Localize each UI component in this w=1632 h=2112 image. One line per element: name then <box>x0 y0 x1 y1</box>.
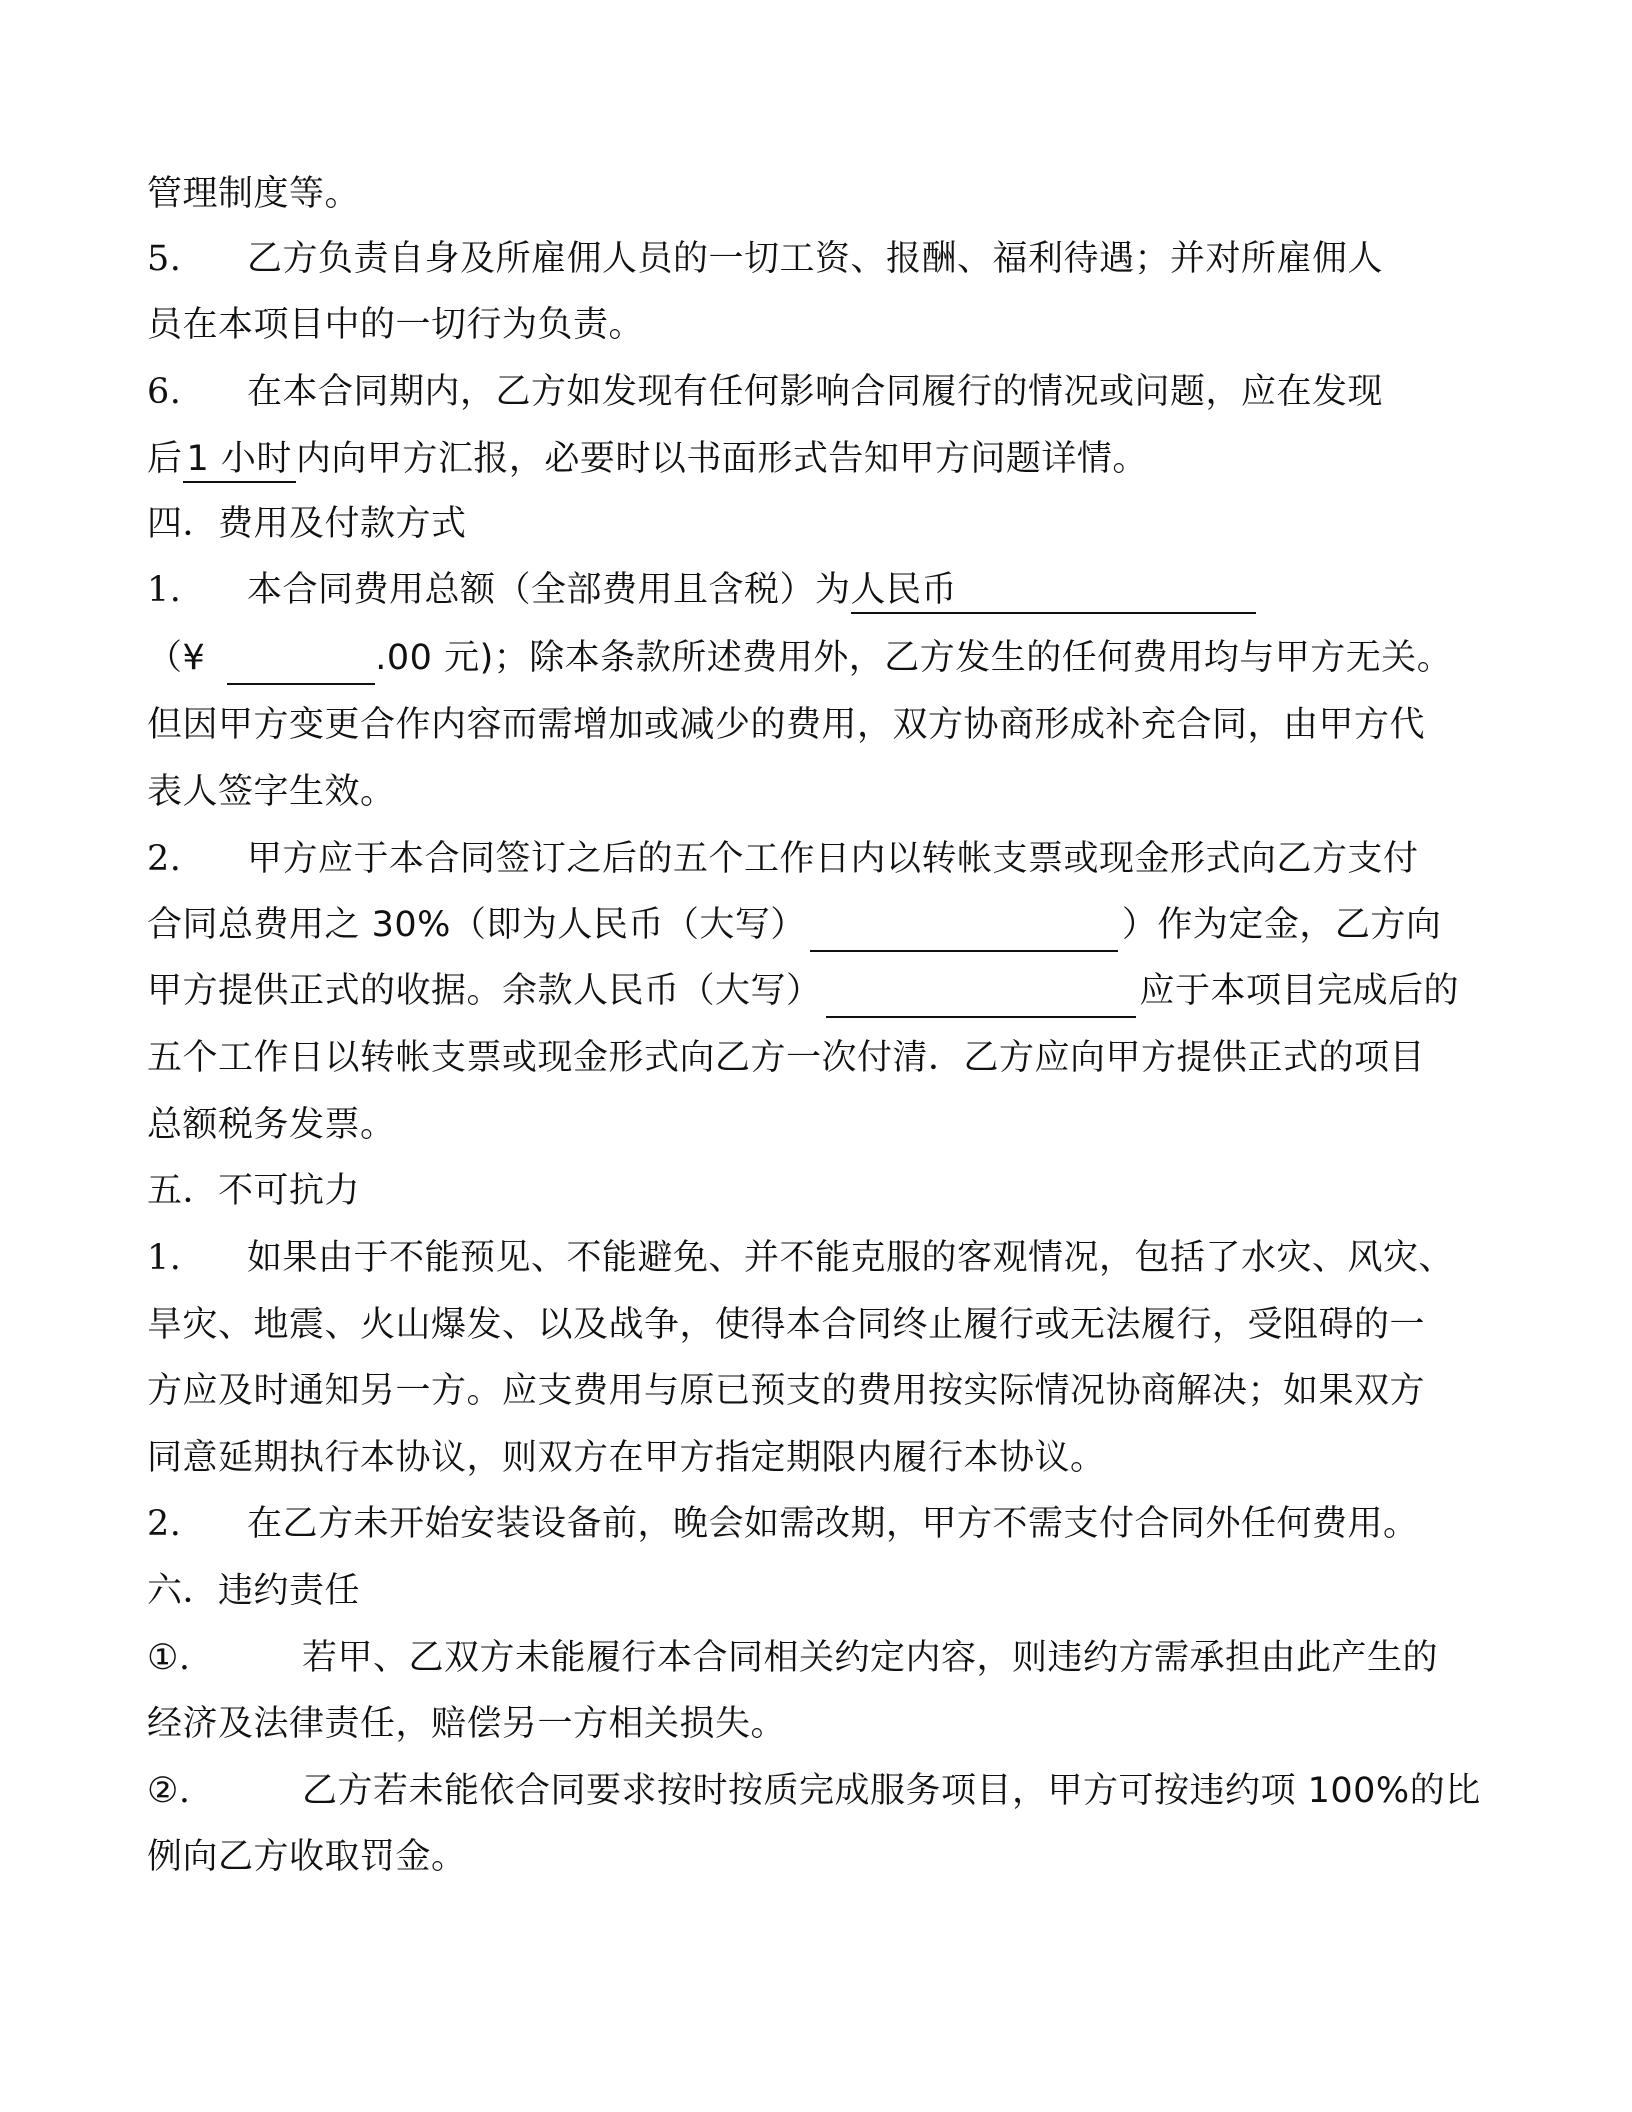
text-line <box>147 698 1487 752</box>
text-line <box>147 1098 1487 1152</box>
text-line <box>147 898 1487 952</box>
line-text: 旱灾、地震、火山爆发、以及战争，使得本合同终止履行或无法履行，受阻碍的一 <box>147 1305 1426 1345</box>
line-text: 甲方提供正式的收据。余款人民币（大写） <box>147 971 822 1011</box>
line-text: 五个工作日以转帐支票或现金形式向乙方一次付清．乙方应向甲方提供正式的项目 <box>147 1038 1426 1078</box>
clause-6 <box>147 365 1487 419</box>
clause-text: 如果由于不能预见、不能避免、并不能克服的客观情况，包括了水灾、风灾、 <box>247 1238 1455 1278</box>
clause-text: 乙方若未能依合同要求按时按质完成服务项目，甲方可按违约项 100%的比 <box>302 1771 1481 1811</box>
text-line <box>147 1364 1487 1418</box>
text-line <box>147 1830 1487 1884</box>
text-line <box>147 1431 1487 1485</box>
text-line <box>147 1298 1487 1352</box>
clause-1 <box>147 1231 1487 1285</box>
line-text: 方应及时通知另一方。应支费用与原已预支的费用按实际情况协商解决；如果双方 <box>147 1371 1426 1411</box>
line-text: （¥ <box>147 638 206 678</box>
clause-text: 本合同费用总额（全部费用且含税）为 <box>247 570 851 610</box>
clause-text: 在乙方未开始安装设备前，晚会如需改期，甲方不需支付合同外任何费用。 <box>247 1504 1419 1544</box>
clause-number: 1. <box>147 1238 182 1278</box>
section-title: 四．费用及付款方式 <box>147 504 467 544</box>
clause-1 <box>147 563 1487 617</box>
line-text: .00 元)；除本条款所述费用外，乙方发生的任何费用均与甲方无关。 <box>375 638 1453 678</box>
text-line <box>147 298 1487 352</box>
clause-number: 5. <box>147 239 182 279</box>
clause-number: 2. <box>147 839 182 879</box>
text-line <box>147 432 1487 486</box>
text-line <box>147 1031 1487 1085</box>
clause-number: ②. <box>147 1771 191 1811</box>
section-title: 五．不可抗力 <box>147 1171 361 1211</box>
section-heading <box>147 1564 1487 1618</box>
line-text: 同意延期执行本协议，则双方在甲方指定期限内履行本协议。 <box>147 1438 1106 1478</box>
line-text: 但因甲方变更合作内容而需增加或减少的费用，双方协商形成补充合同，由甲方代 <box>147 705 1426 745</box>
underlined-text: 1 小时 <box>183 437 296 483</box>
text-line <box>147 765 1487 819</box>
line-text: 表人签字生效。 <box>147 772 396 812</box>
line-text: 合同总费用之 30%（即为人民币（大写） <box>147 905 806 945</box>
line-text: 经济及法律责任，赔偿另一方相关损失。 <box>147 1704 787 1744</box>
clause-text: 若甲、乙双方未能履行本合同相关约定内容，则违约方需承担由此产生的 <box>302 1638 1439 1678</box>
clause-text: 乙方负责自身及所雇佣人员的一切工资、报酬、福利待遇；并对所雇佣人 <box>247 239 1384 279</box>
line-text: 员在本项目中的一切行为负责。 <box>147 305 645 345</box>
text-line <box>147 167 1487 221</box>
text-line <box>147 964 1487 1018</box>
amount-blank <box>227 639 375 685</box>
clause-2 <box>147 1497 1487 1551</box>
line-text: 后 <box>147 439 183 479</box>
balance-blank <box>826 972 1136 1018</box>
line-text: 管理制度等。 <box>147 174 361 214</box>
clause-5 <box>147 232 1487 286</box>
clause-number: 1. <box>147 570 182 610</box>
line-text: 例向乙方收取罚金。 <box>147 1837 467 1877</box>
line-text: 总额税务发票。 <box>147 1105 396 1145</box>
section-title: 六．违约责任 <box>147 1571 361 1611</box>
clause-2 <box>147 832 1487 886</box>
clause-number: 6. <box>147 372 182 412</box>
line-text: 应于本项目完成后的 <box>1139 971 1460 1011</box>
amount-field: 人民币 <box>851 568 1256 614</box>
line-text: 内向甲方汇报，必要时以书面形式告知甲方问题详情。 <box>295 439 1148 479</box>
section-heading <box>147 497 1487 551</box>
clause-text: 甲方应于本合同签订之后的五个工作日内以转帐支票或现金形式向乙方支付 <box>247 839 1419 879</box>
text-line <box>147 1697 1487 1751</box>
clause-number: 2. <box>147 1504 182 1544</box>
line-text: ）作为定金，乙方向 <box>1121 905 1442 945</box>
clause-circled-2 <box>147 1764 1487 1818</box>
deposit-blank <box>810 906 1118 952</box>
section-heading <box>147 1164 1487 1218</box>
clause-circled-1 <box>147 1631 1487 1685</box>
text-line <box>147 631 1487 685</box>
clause-text: 在本合同期内，乙方如发现有任何影响合同履行的情况或问题，应在发现 <box>247 372 1384 412</box>
clause-number: ①. <box>147 1638 191 1678</box>
